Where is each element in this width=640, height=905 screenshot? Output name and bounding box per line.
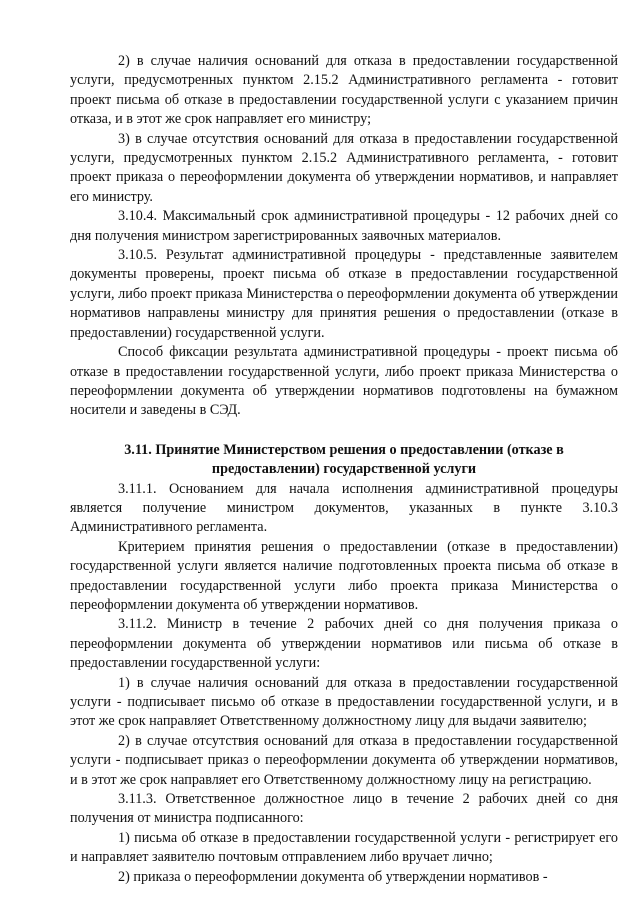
- section-heading-3-11: 3.11. Принятие Министерством решения о предоставлении (отказе в предоставлении) государственной услуги: [124, 441, 564, 478]
- paragraph-refusal-letter-draft: 2) в случае наличия оснований для отказа в предоставлении государственной услуги, предусмотренных пунктом 2.15.2 Административного регламента - готовит проект письма об отказе в предоставлении государственной услуги с указанием причин отказа, и в этот же срок направляет его министру;: [70, 53, 618, 128]
- document-page: [70, 52, 618, 887]
- paragraph-decision-criterion: Критерием принятия решения о предоставлении (отказе в предоставлении) государственной услуги является наличие подготовленных проекта письма об отказе в предоставлении государственной услуги либо проекта приказа Министерства о переоформлении документа об утверждении нормативов.: [70, 538, 618, 613]
- paragraph-3-11-3: 3.11.3. Ответственное должностное лицо в течение 2 рабочих дней со дня получения от министра подписанного:: [70, 791, 618, 827]
- paragraph-register-order: 2) приказа о переоформлении документа об утверждении нормативов -: [118, 868, 548, 885]
- paragraph-3-10-5: 3.10.5. Результат административной процедуры - представленные заявителем документы проверены, проект письма об отказе в предоставлении государственной услуги, либо проект приказа Министерства о переоформлении документа об утверждении нормативов направлены министру для принятия решения о предоставлении (отказе в предоставлении) государственной услуги.: [70, 247, 618, 341]
- paragraph-order-draft: 3) в случае отсутствия оснований для отказа в предоставлении государственной услуги, предусмотренных пунктом 2.15.2 Административного регламента, - готовит проект приказа о переоформлении документа об утверждении нормативов, и направляет его министру.: [70, 130, 618, 205]
- paragraph-fixation-method: Способ фиксации результата административной процедуры - проект письма об отказе в предоставлении государственной услуги, либо проект приказа Министерства о переоформлении документа об утверждении нормативов подготовлены на бумажном носители и заведены в СЭД.: [70, 344, 618, 419]
- paragraph-3-11-1: 3.11.1. Основанием для начала исполнения административной процедуры является получение министром документов, указанных в пункте 3.10.3 Административного регламента.: [70, 480, 618, 536]
- paragraph-sign-order: 2) в случае отсутствия оснований для отказа в предоставлении государственной услуги - подписывает приказ о переоформлении документа об утверждении нормативов, и в этот же срок направляет его Ответственному должностному лицу на регистрацию.: [70, 732, 618, 788]
- paragraph-register-refusal: 1) письма об отказе в предоставлении государственной услуги - регистрирует его и направляет заявителю почтовым отправлением либо вручает лично;: [70, 829, 618, 866]
- paragraph-3-11-2: 3.11.2. Министр в течение 2 рабочих дней со дня получения приказа о переоформлении документа об утверждении нормативов или письма об отказе в предоставлении государственной услуги:: [70, 616, 618, 672]
- paragraph-3-10-4: 3.10.4. Максимальный срок административной процедуры - 12 рабочих дней со дня получения министром зарегистрированных заявочных материалов.: [70, 208, 618, 244]
- paragraph-sign-refusal: 1) в случае наличия оснований для отказа в предоставлении государственной услуги - подписывает письмо об отказе в предоставлении государственной услуги, и в этот же срок направляет Ответственному должностному лицу для выдачи заявителю;: [70, 674, 618, 730]
